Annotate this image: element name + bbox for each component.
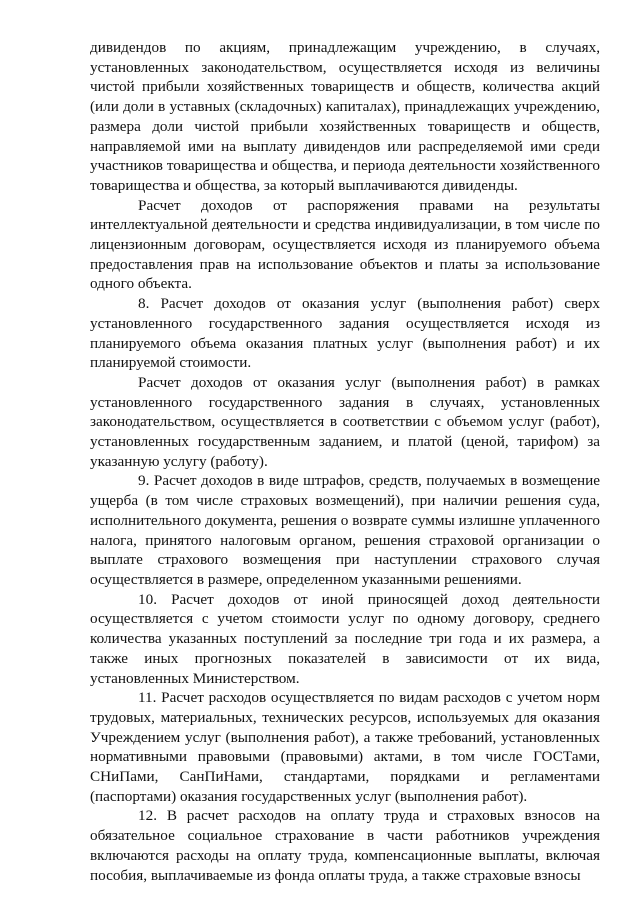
paragraph-item-11: 11. Расчет расходов осуществляется по видам расходов с учетом норм трудовых, материальных, технических ресурсов, используемых для оказания Учреждением услуг (выполнения работ), а также требований, установленных нормативными правовыми (правовыми) актами, в том числе ГОСТами, СНиПами, СанПиНами, стандартами, порядками и регламентами (паспортами) оказания государственных услуг (выполнения работ). bbox=[90, 689, 600, 805]
paragraph-item-9: 9. Расчет доходов в виде штрафов, средств, получаемых в возмещение ущерба (в том числе страховых возмещений), при наличии решения суда, исполнительного документа, решения о возврате суммы излишне уплаченного налога, принятого налоговым органом, решения страховой организации о выплате страхового возмещения при наступлении страхового случая осуществляется в размере, определенном указанными решениями. bbox=[90, 472, 600, 588]
paragraph-item-10: 10. Расчет доходов от иной приносящей доход деятельности осуществляется с учетом стоимости услуг по одному договору, среднего количества указанных поступлений за последние три года и их размера, а также иных прогнозных показателей в зависимости от их вида, установленных Министерством. bbox=[90, 590, 600, 687]
paragraph-state-assignment-income: Расчет доходов от оказания услуг (выполнения работ) в рамках установленного государственного задания в случаях, установленных законодательством, осуществляется в соответствии с объемом услуг (работ), установленных государственным заданием, и платой (ценой, тарифом) за указанную услугу (работу). bbox=[90, 373, 600, 470]
paragraph-dividends-continued: дивидендов по акциям, принадлежащим учреждению, в случаях, установленных законодательством, осуществляется исходя из величины чистой прибыли хозяйственных товариществ и обществ, количества акций (или доли в уставных (складочных) капиталах), принадлежащих учреждению, размера доли чистой прибыли хозяйственных товариществ и обществ, направляемой ими на выплату дивидендов или распределяемой ими среди участников товарищества и общества, и периода деятельности хозяйственного товарищества и общества, за который выплачиваются дивиденды. bbox=[90, 39, 600, 194]
paragraph-intellectual-property-income: Расчет доходов от распоряжения правами на результаты интеллектуальной деятельности и средства индивидуализации, в том числе по лицензионным договорам, осуществляется исходя из планируемого объема предоставления прав на использование объектов и платы за использование одного объекта. bbox=[90, 196, 600, 293]
paragraph-item-12: 12. В расчет расходов на оплату труда и страховых взносов на обязательное социальное страхование в части работников учреждения включаются расходы на оплату труда, компенсационные выплаты, включая пособия, выплачиваемые из фонда оплаты труда, а также страховые взносы bbox=[90, 807, 600, 884]
paragraph-item-8: 8. Расчет доходов от оказания услуг (выполнения работ) сверх установленного государственного задания осуществляется исходя из планируемого объема оказания платных услуг (выполнения работ) и их планируемой стоимости. bbox=[90, 295, 600, 372]
